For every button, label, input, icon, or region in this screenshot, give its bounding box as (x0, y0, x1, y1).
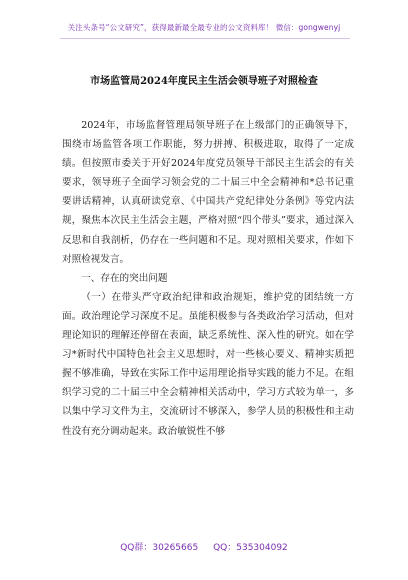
header-divider (60, 38, 350, 39)
footer-contact (0, 540, 408, 553)
footer-qq: QQ：535304092 (213, 543, 288, 553)
footer-qq-group: QQ群：30265665 (120, 543, 199, 553)
paragraph-intro: 2024年，市场监督管理局领导班子在上级部门的正确领导下，围绕市场监管各项工作职能，努力拼搏、积极进取，取得了一定成绩。但按照市委关于开好2024年度党员领导干部民主生活会的有关要求，领导班子全面学习领会党的二十届三中全会精神和*总书记重要讲话精神，认真研读党章、《中国共产党纪律处分条例》等党内法规，聚焦本次民主生活会主题，严格对照“四个带头”要求，通过深入反思和自我剖析，仍存在一些问题和不足。现对照相关要求，作如下对照检视发言。 (62, 120, 354, 265)
document-title: 市场监管局2024年度民主生活会领导班子对照检查 (90, 76, 318, 87)
paragraph-section-1: （一）在带头严守政治纪律和政治规矩，维护党的团结统一方面。政治理论学习深度不足。虽能积极参与各类政治学习活动，但对理论知识的理解还停留在表面，缺乏系统性、深入性的研究。如在学习*新时代中国特色社会主义思想时，对一些核心要义、精神实质把握不够准确，导致在实际工作中运用理论指导实践的能力不足。在组织学习党的二十届三中全会精神相关活动中，学习方式较为单一，多以集中学习文件为主，交流研讨不够深入，参学人员的积极性和主动性没有充分调动起来。政治敏锐性不够 (62, 291, 354, 437)
header-banner: 关注头条号“公文研究”，获得最新最全最专业的公文资料库！ 微信：gongwenyj (67, 23, 341, 32)
section-heading: 一、存在的突出问题 (81, 272, 168, 284)
document-body (62, 116, 354, 441)
